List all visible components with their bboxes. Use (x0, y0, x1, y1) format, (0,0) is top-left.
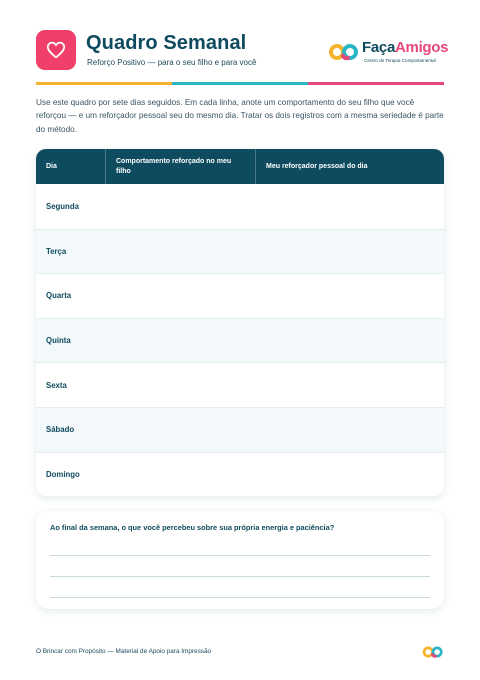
weekly-table (36, 149, 444, 496)
intro-text: Use este quadro por sete dias seguidos. Em cada linha, anote um comportamento do seu filho que você reforçou — e um reforçador pessoal seu do mesmo dia. Tratar os dois registros com a mesma seriedade é parte do método. (36, 98, 444, 134)
stripe-segment-teal (172, 82, 308, 85)
footer-text: O Brincar com Propósito — Material de Apoio para Impressão (36, 648, 212, 655)
stripe-segment-yellow (36, 82, 172, 85)
day-label: Terça (46, 246, 67, 256)
writing-line[interactable] (50, 576, 430, 577)
brand-tagline: Centro de Terapia Comportamental (364, 58, 436, 63)
writing-line[interactable] (50, 555, 430, 556)
heart-icon (36, 30, 76, 70)
page-title: Quadro Semanal (86, 32, 247, 54)
table-header (36, 149, 444, 184)
brand-logo (328, 39, 449, 67)
writing-line[interactable] (50, 597, 430, 598)
reflection-question: Ao final da semana, o que você percebeu sobre sua própria energia e paciência? (50, 523, 335, 532)
day-label: Domingo (46, 469, 80, 479)
day-label: Quarta (46, 291, 72, 301)
infinity-logo-icon (422, 645, 444, 659)
day-label: Sexta (46, 380, 67, 390)
column-header-personal-reinforcer: Meu reforçador pessoal do dia (266, 162, 368, 170)
day-label: Quinta (46, 336, 71, 346)
table-row[interactable] (36, 362, 444, 407)
day-label: Segunda (46, 201, 79, 211)
table-row[interactable] (36, 407, 444, 452)
table-row[interactable] (36, 318, 444, 363)
color-stripe (36, 82, 444, 85)
column-header-day: Dia (36, 149, 106, 184)
table-row[interactable] (36, 273, 444, 318)
table-row[interactable] (36, 184, 444, 229)
reflection-card (36, 511, 444, 609)
page-header (36, 30, 449, 76)
table-row[interactable] (36, 452, 444, 496)
column-header-child-behavior: Comportamento reforçado no meu filho (106, 149, 256, 184)
table-body (36, 184, 444, 496)
day-label: Sábado (46, 425, 75, 435)
table-row[interactable] (36, 229, 444, 274)
brand-name: FaçaAmigos (362, 39, 449, 56)
stripe-segment-pink (308, 82, 444, 85)
page-subtitle: Reforço Positivo — para o seu filho e para você (87, 58, 257, 67)
infinity-logo-icon (328, 42, 360, 62)
